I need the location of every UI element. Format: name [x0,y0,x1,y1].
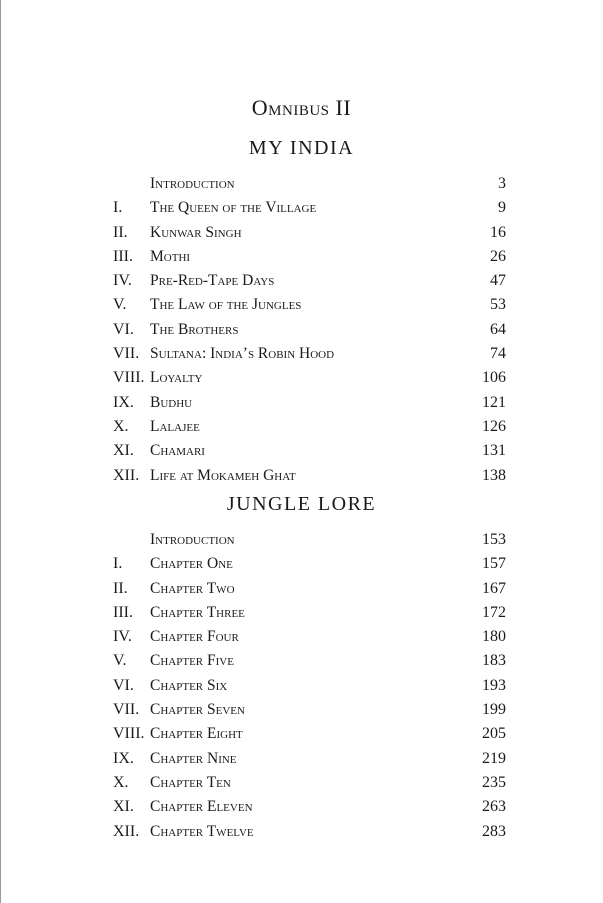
section-heading-jungle-lore: JUNGLE LORE [226,493,377,515]
chapter-number: VI. [113,320,134,338]
page-number: 121 [482,393,506,411]
chapter-title: Chamari [150,442,205,460]
chapter-title: Chapter Six [150,676,228,694]
chapter-number: I. [113,555,123,573]
toc-entry[interactable] [0,771,603,795]
page-number: 153 [482,531,506,548]
chapter-title: The Brothers [150,320,239,338]
page-number: 183 [482,652,506,670]
toc-entry[interactable] [0,577,603,601]
chapter-title: Chapter Eleven [150,798,253,816]
chapter-number: II. [113,223,128,241]
chapter-number: VI. [113,676,134,694]
chapter-number: V. [113,652,127,670]
toc-entry[interactable] [0,196,603,220]
toc-list-my-india [0,172,603,488]
chapter-title: Chapter Four [150,628,239,646]
chapter-title: Introduction [150,175,235,192]
chapter-title: Sultana: India’s Robin Hood [150,345,335,363]
chapter-number: VIII. [113,369,145,387]
page-number: 263 [482,798,506,816]
toc-entry[interactable] [0,391,603,415]
toc-entry[interactable] [0,674,603,698]
chapter-number: XI. [113,442,134,460]
chapter-title: Pre-Red-Tape Days [150,272,275,290]
toc-entry[interactable] [0,318,603,342]
chapter-number: V. [113,296,127,314]
page-number: 74 [490,345,506,363]
chapter-title: Chapter Nine [150,749,237,767]
page-number: 199 [482,701,506,719]
toc-list-jungle-lore [0,528,603,844]
chapter-title: Introduction [150,531,235,548]
chapter-title: Chapter Two [150,579,235,597]
toc-entry[interactable] [0,415,603,439]
toc-entry[interactable] [0,528,603,552]
chapter-number: X. [113,773,129,791]
chapter-title: Kunwar Singh [150,223,242,241]
chapter-number: III. [113,247,133,265]
page-number: 283 [482,822,506,840]
page-number: 3 [498,175,506,192]
page-number: 47 [490,272,506,290]
chapter-title: Mothi [150,247,191,265]
chapter-title: Chapter Five [150,652,234,670]
toc-entry[interactable] [0,820,603,844]
chapter-title: The Queen of the Village [150,199,317,217]
chapter-title: Chapter Ten [150,773,231,791]
page-number: 53 [490,296,506,314]
chapter-number: I. [113,199,123,217]
page-number: 167 [482,579,506,597]
page-number: 180 [482,628,506,646]
chapter-number: VIII. [113,725,145,743]
page-number: 9 [498,199,506,217]
page-number: 26 [490,247,506,265]
page-number: 157 [482,555,506,573]
chapter-title: Chapter Twelve [150,822,254,840]
toc-entry[interactable] [0,342,603,366]
chapter-number: II. [113,579,128,597]
page-number: 16 [490,223,506,241]
toc-entry[interactable] [0,439,603,463]
chapter-number: X. [113,417,129,435]
toc-entry[interactable] [0,245,603,269]
chapter-title: Budhu [150,393,193,411]
chapter-title: Chapter Eight [150,725,243,743]
toc-entry[interactable] [0,601,603,625]
toc-entry[interactable] [0,464,603,488]
toc-entry[interactable] [0,552,603,576]
page-number: 126 [482,417,506,435]
chapter-number: XII. [113,466,140,484]
toc-entry[interactable] [0,293,603,317]
chapter-title: Life at Mokameh Ghat [150,466,296,484]
chapter-title: The Law of the Jungles [150,296,302,314]
chapter-title: Loyalty [150,369,203,387]
chapter-number: III. [113,603,133,621]
toc-entry[interactable] [0,269,603,293]
chapter-number: IV. [113,272,132,290]
chapter-number: IX. [113,749,134,767]
toc-entry[interactable] [0,795,603,819]
page-number: 205 [482,725,506,743]
page-number: 131 [482,442,506,460]
chapter-number: IX. [113,393,134,411]
chapter-title: Chapter Seven [150,701,245,719]
page-number: 193 [482,676,506,694]
page-number: 172 [482,603,506,621]
toc-entry[interactable] [0,722,603,746]
page-number: 138 [482,466,506,484]
chapter-title: Chapter Three [150,603,245,621]
page-number: 106 [482,369,506,387]
section-heading-my-india: MY INDIA [248,137,355,159]
chapter-number: VII. [113,345,140,363]
toc-entry[interactable] [0,698,603,722]
toc-entry[interactable] [0,649,603,673]
page-number: 64 [490,320,506,338]
page-number: 235 [482,773,506,791]
book-title: Omnibus II [251,95,352,120]
chapter-number: XI. [113,798,134,816]
toc-entry[interactable] [0,221,603,245]
toc-entry[interactable] [0,625,603,649]
chapter-number: VII. [113,701,140,719]
chapter-number: XII. [113,822,140,840]
toc-entry[interactable] [0,366,603,390]
chapter-title: Lalajee [150,417,200,435]
chapter-number: IV. [113,628,132,646]
page-number: 219 [482,749,506,767]
toc-entry[interactable] [0,172,603,196]
toc-entry[interactable] [0,747,603,771]
chapter-title: Chapter One [150,555,233,573]
